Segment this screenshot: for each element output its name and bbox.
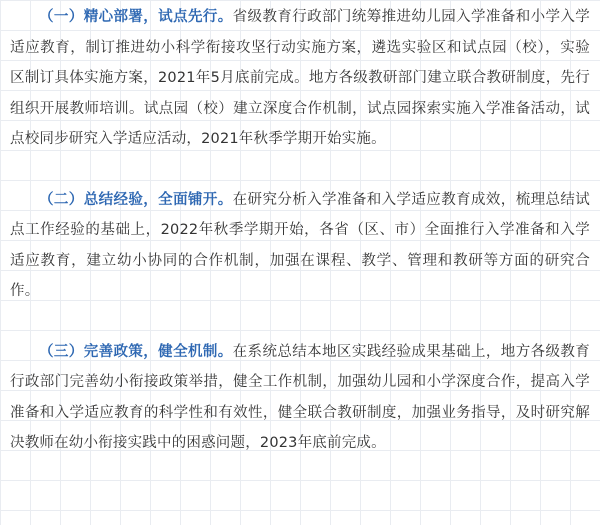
section-1-heading: （一）精心部署，试点先行。 xyxy=(39,9,233,25)
section-1-text: 省级教育行政部门统筹推进幼儿园入学准备和小学入学适应教育，制订推进幼小科学衔接攻坚行动实施方案，遴选实验区和试点园（校），实验区制订具体实施方案，2021年5月底前完成。地方各级教研部门建立联合教研制度，先行组织开展教师培训。试点园（校）建立深度合作机制，试点园探索实施入学准备活动，试点校同步研究入学适应活动，2021年秋季学期开始实施。 xyxy=(10,9,590,147)
section-1 xyxy=(10,2,590,155)
section-3-heading: （三）完善政策，健全机制。 xyxy=(39,343,233,360)
section-2 xyxy=(10,185,590,307)
section-3 xyxy=(10,337,590,459)
section-3-text: 在系统总结本地区实践经验成果基础上，地方各级教育行政部门完善幼小衔接政策举措，健全工作机制，加强幼儿园和小学深度合作，提高入学准备和入学适应教育的科学性和有效性，健全联合教研制度，加强业务指导，及时研究解决教师在幼小衔接实践中的困惑问题，2023年底前完成。 xyxy=(10,343,590,451)
section-2-heading: （二）总结经验，全面铺开。 xyxy=(39,191,233,208)
document-body xyxy=(10,2,590,459)
section-2-text: 在研究分析入学准备和入学适应教育成效，梳理总结试点工作经验的基础上，2022年秋季学期开始，各省（区、市）全面推行入学准备和入学适应教育，建立幼小协同的合作机制，加强在课程、教学、管理和教研等方面的研究合作。 xyxy=(10,191,590,299)
